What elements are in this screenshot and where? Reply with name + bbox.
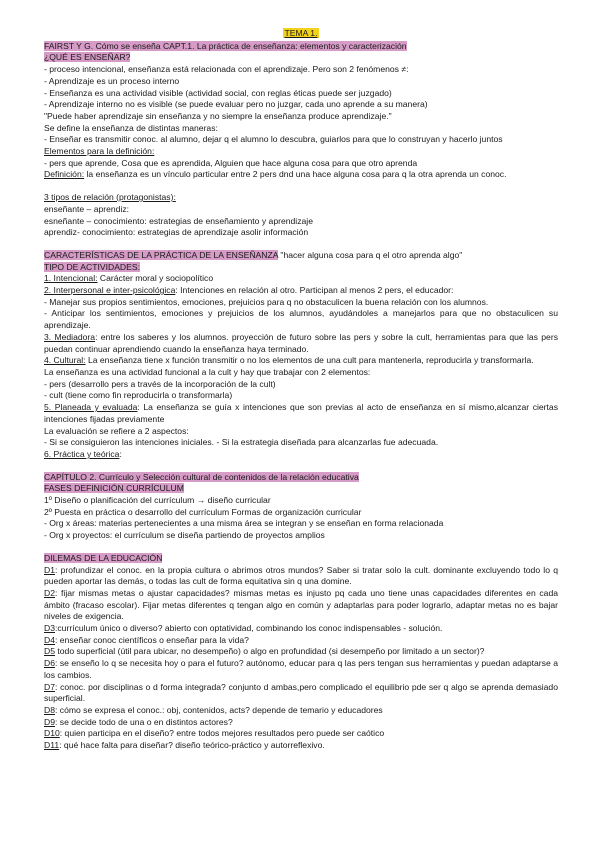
dilemma-text: : quien participa en el diseño? entre todos mejores resultados pero puede ser caótico [59,728,385,739]
text-line: 2º Puesta en práctica o desarrollo del currículum Formas de organización curricular [44,506,362,517]
dilemma-text: : se decide todo de una o en distintos actores? [55,716,233,727]
text-line: - Org x proyectos: el currículum se diseña partiendo de proyectos amplios [44,530,325,541]
section-que-es-ensenar [44,41,558,181]
dilemma-item [44,682,558,705]
text-line: La enseñanza es una actividad funcional a la cult y hay que trabajar con 2 elementos: [44,366,371,377]
document-page [44,28,558,752]
dilemma-item [44,705,558,717]
text-line: enseñante – aprendiz: [44,203,130,214]
dilemma-label: D9 [44,716,55,727]
text-line: - Org x áreas: materias pertenecientes a una misma área se integran y se enseñan en forma relacionada [44,518,444,529]
section-heading: DILEMAS DE LA EDUCACIÓN [44,552,163,563]
text-line: - cult (tiene como fin reproducirla o transformarla) [44,390,233,401]
section-heading: CAPÍTULO 2. Currículo y Selección cultural de contenidos de la relación educativa [44,471,359,482]
section-subheading: TIPO DE ACTIVIDADES: [44,261,140,272]
item-text: : entre los saberes y los alumnos. proyección de futuro sobre las pers y sobre la cult, herramientas para que las pers puedan continuar aprendiendo cuando la enseñanza haya terminado. [44,331,558,354]
elements-heading: Elementos para la definición: [44,146,155,157]
dilemma-label: D8 [44,704,55,715]
dilemma-text: todo superficial (útil para ubicar, no desempeño) o algo en profundidad (si desempeño por limitado a un sector)? [55,646,485,657]
text-line: 1º Diseño o planificación del currículum → diseño curricular [44,495,271,506]
dilemma-label: D10 [44,728,60,739]
dilemma-item [44,588,558,623]
text-line: - proceso intencional, enseñanza está relacionada con el aprendizaje. Pero son 2 fenómenos ≠: [44,64,409,75]
section-curriculo [44,472,558,542]
dilemma-text: : cómo se expresa el conoc.: obj, contenidos, acts? depende de temario y educadores [55,704,383,715]
dilemma-text: : profundizar el conoc. en la propia cultura o abrimos otros mundos? Saber si tratar solo la cult. dominante excluyendo todo lo q pueden aportar las demás, o todas las cult de forma equitativa sin q una domine. [44,564,558,587]
dilemma-text: : fijar mismas metas o ajustar capacidades? mismas metas es injusto pq cada uno tiene unas capacidades diferentes en cada ámbito (fracaso escolar). Fijar metas diferentes q tengan algo en común y adaptarlas para poder lograrlo, adaptar metas no es bajar niveles de exigencia. [44,587,558,622]
item-label: 4. Cultural: [44,355,86,366]
section-tipos-relacion [44,192,558,239]
text-line: - Enseñar es transmitir conoc. al alumno, dejar q el alumno lo descubra, guiarlos para que lo construyan y hacerlo juntos [44,134,503,145]
dilemma-item [44,565,558,588]
text-line: esneñante – conocimiento: estrategias de enseñamiento y aprendizaje [44,215,313,226]
dilemma-text: :currículum único o diverso? abierto con optatividad, combinando los conoc indispensables - solución. [55,623,443,634]
item-text: : Intenciones en relación al otro. Participan al menos 2 pers, el educador: [175,285,454,296]
dilemma-label: D2 [44,587,55,598]
item-text: : La enseñanza se guía x intenciones que son previas al acto de enseñanza en sí mismo,alcanzar ciertas intenciones fijadas previamente [44,402,559,424]
section-dilemas [44,553,558,752]
section-heading: CARACTERÍSTICAS DE LA PRÁCTICA DE LA ENSEÑANZA [44,249,279,260]
text-line: - Aprendizaje es un proceso interno [44,75,180,86]
text-line: - Manejar sus propios sentimientos, emociones, prejuicios para q no obstaculicen la buena relación con los alumnos. [44,296,489,307]
text-line: - pers que aprende, Cosa que es aprendida, Alguien que hace alguna cosa para que otro aprenda [44,157,418,168]
item-text: : [119,448,122,459]
item-label: 2. Interpersonal e inter-psicológica [44,285,176,296]
item-label: 5. Planeada y evaluada [44,402,138,413]
dilemma-label: D3 [44,623,55,634]
text-line: - Enseñanza es una actividad visible (actividad social, con reglas éticas puede ser juzgado) [44,87,392,98]
item-label: 6. Práctica y teórica [44,448,120,459]
dilemma-item [44,740,558,752]
dilemma-text: : conoc. por disciplinas o d forma integrada? conjunto d ambas,pero complicado el equilibrio pde ser q algo se aprenda demasiado superficial. [44,681,558,704]
text-line: aprendiz- conocimiento: estrategias de aprendizaje asolir información [44,227,309,238]
definition-label: Definición: [44,169,85,180]
item-text: La enseñanza tiene x función transmitir o no los elementos de una cult para mantenerla, reproducirla y transformarla. [85,355,534,366]
dilemma-label: D6 [44,658,55,669]
section-subheading: ¿QUÉ ES ENSEÑAR? [44,52,131,63]
title-row [44,28,558,40]
text-line: Se define la enseñanza de distintas maneras: [44,122,218,133]
text-line: - pers (desarrollo pers a través de la incorporación de la cult) [44,378,276,389]
heading-quote: "hacer alguna cosa para q el otro aprenda algo" [278,249,463,260]
dilemma-item [44,717,558,729]
item-label: 1. Intencional: [44,273,98,284]
dilemma-label: D1 [44,564,55,575]
dilemma-item [44,728,558,740]
dilemma-text: : enseñar conoc científicos o enseñar para la vida? [55,634,249,645]
text-line: La evaluación se refiere a 2 aspectos: [44,425,189,436]
dilemma-label: D5 [44,646,55,657]
section-heading: FAIRST Y G. Cómo se enseña CAPT.1. La práctica de enseñanza: elementos y caracterización [44,40,407,51]
section-caracteristicas [44,250,558,461]
text-line: "Puede haber aprendizaje sin enseñanza y no siempre la enseñanza produce aprendizaje." [44,110,392,121]
item-text: Carácter moral y sociopolítico [97,273,214,284]
section-heading: 3 tipos de relación (protagonistas): [44,192,176,203]
item-label: 3. Mediadora [44,331,96,342]
text-paragraph: - Anticipar los sentimientos, emociones y prejuicios de los alumnos, ayudándoles a manejarlos para que no obstaculicen su aprendizaje. [44,308,558,331]
page-title: TEMA 1. [284,28,318,38]
dilemma-label: D7 [44,681,55,692]
section-subheading: FASES DEFINICIÓN CURRÍCULUM [44,483,184,494]
definition-text: la enseñanza es un vínculo particular entre 2 pers dnd una hace alguna cosa para q la otra aprenda un conoc. [84,169,507,180]
dilemma-text: : qué hace falta para diseñar? diseño teórico-práctico y autorreflexivo. [59,740,325,751]
dilemma-item [44,635,558,647]
dilemma-item [44,658,558,681]
dilemma-label: D4 [44,634,55,645]
dilemma-item [44,646,558,658]
dilemma-item [44,623,558,635]
dilemma-label: D11 [44,740,60,751]
text-line: - Aprendizaje interno no es visible (se puede evaluar pero no juzgar, cada uno aprende a su manera) [44,99,428,110]
text-line: - Si se consiguieron las intenciones iniciales. - Si la estrategia diseñada para alcanzarlas fue adecuada. [44,437,439,448]
dilemma-text: : se enseño lo q se necesita hoy o para el futuro? autónomo, educar para q las pers tengan sus herramientas y puedan adaptarse a los cambios. [44,658,558,680]
